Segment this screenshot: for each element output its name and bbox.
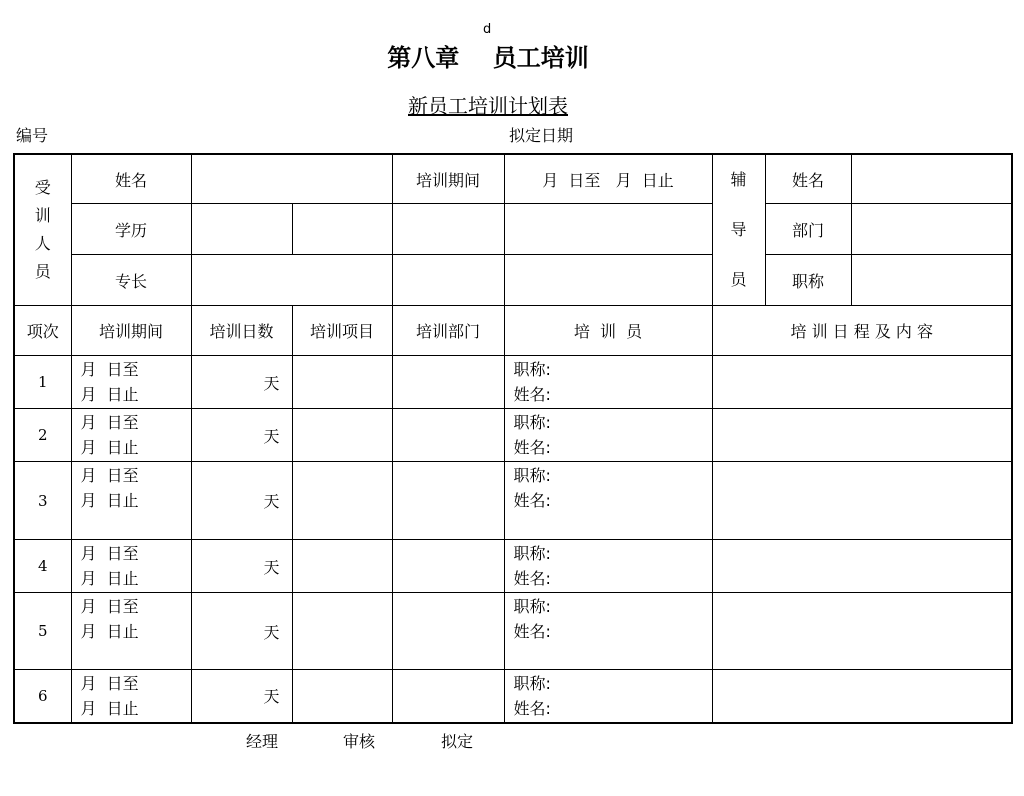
training-plan-table xyxy=(13,153,1013,724)
row-item[interactable] xyxy=(292,462,392,540)
col-header-schedule: 培 训 日 程 及 内 容 xyxy=(712,306,1012,356)
col-header-period: 培训期间 xyxy=(71,306,191,356)
row-item[interactable] xyxy=(292,356,392,409)
mentor-dept-field[interactable] xyxy=(851,204,1012,255)
mentor-dept-label: 部门 xyxy=(765,204,851,255)
table-title xyxy=(0,90,976,119)
col-header-item: 培训项目 xyxy=(292,306,392,356)
row-schedule[interactable] xyxy=(712,670,1012,723)
manager-signature-label: 经理 xyxy=(246,732,279,751)
row-period[interactable]: 月 日至 月 日止 xyxy=(71,540,191,593)
row-days[interactable]: 天 xyxy=(191,540,292,593)
row-trainer[interactable]: 职称: 姓名: xyxy=(504,356,712,409)
row-dept[interactable] xyxy=(392,670,504,723)
trainee-specialty-field[interactable] xyxy=(191,255,392,306)
mentor-title-label: 职称 xyxy=(765,255,851,306)
row-period[interactable]: 月 日至 月 日止 xyxy=(71,462,191,540)
row-dept[interactable] xyxy=(392,356,504,409)
mentor-group-label: 辅 导 员 xyxy=(712,154,765,306)
trainee-name-field[interactable] xyxy=(191,154,392,204)
trainee-education-label: 学历 xyxy=(71,204,191,255)
table-row xyxy=(14,356,1012,409)
review-signature-label: 审核 xyxy=(343,732,376,751)
row-number: 1 xyxy=(14,356,71,409)
col-header-dept: 培训部门 xyxy=(392,306,504,356)
row-schedule[interactable] xyxy=(712,356,1012,409)
row-dept[interactable] xyxy=(392,540,504,593)
trainee-name-label: 姓名 xyxy=(71,154,191,204)
trainee-group-label: 受 训 人 员 xyxy=(14,154,71,306)
mentor-name-field[interactable] xyxy=(851,154,1012,204)
row-schedule[interactable] xyxy=(712,540,1012,593)
row-schedule[interactable] xyxy=(712,462,1012,540)
serial-label: 编号 xyxy=(16,126,49,145)
row-days[interactable]: 天 xyxy=(191,593,292,670)
trainee-specialty-label: 专长 xyxy=(71,255,191,306)
row-item[interactable] xyxy=(292,670,392,723)
row-days[interactable]: 天 xyxy=(191,670,292,723)
row-item[interactable] xyxy=(292,409,392,462)
row-period[interactable]: 月 日至 月 日止 xyxy=(71,409,191,462)
row-number: 3 xyxy=(14,462,71,540)
row-trainer[interactable]: 职称: 姓名: xyxy=(504,409,712,462)
row-schedule[interactable] xyxy=(712,409,1012,462)
table-row xyxy=(14,670,1012,723)
table-title-text: 新员工培训计划表 xyxy=(408,94,568,118)
blank-cell[interactable] xyxy=(504,204,712,255)
row-dept[interactable] xyxy=(392,409,504,462)
row-trainer[interactable]: 职称: 姓名: xyxy=(504,462,712,540)
row-period[interactable]: 月 日至 月 日止 xyxy=(71,593,191,670)
col-header-no: 项次 xyxy=(14,306,71,356)
row-dept[interactable] xyxy=(392,462,504,540)
table-row xyxy=(14,540,1012,593)
col-header-trainer: 培 训 员 xyxy=(504,306,712,356)
date-label: 拟定日期 xyxy=(509,126,574,145)
col-header-days: 培训日数 xyxy=(191,306,292,356)
trainee-education-field[interactable] xyxy=(191,204,292,255)
row-trainer[interactable]: 职称: 姓名: xyxy=(504,540,712,593)
row-number: 4 xyxy=(14,540,71,593)
row-period[interactable]: 月 日至 月 日止 xyxy=(71,356,191,409)
table-row xyxy=(14,593,1012,670)
row-item[interactable] xyxy=(292,540,392,593)
table-row xyxy=(14,462,1012,540)
blank-cell[interactable] xyxy=(292,204,392,255)
trainee-period-label: 培训期间 xyxy=(392,154,504,204)
row-days[interactable]: 天 xyxy=(191,409,292,462)
row-number: 5 xyxy=(14,593,71,670)
blank-cell[interactable] xyxy=(392,204,504,255)
table-row xyxy=(14,409,1012,462)
trainee-period-value[interactable]: 月 日至 月 日止 xyxy=(504,154,712,204)
blank-cell[interactable] xyxy=(392,255,504,306)
mentor-name-label: 姓名 xyxy=(765,154,851,204)
mentor-title-field[interactable] xyxy=(851,255,1012,306)
row-trainer[interactable]: 职称: 姓名: xyxy=(504,670,712,723)
row-days[interactable]: 天 xyxy=(191,462,292,540)
stray-mark: d xyxy=(483,22,492,37)
row-item[interactable] xyxy=(292,593,392,670)
row-schedule[interactable] xyxy=(712,593,1012,670)
row-dept[interactable] xyxy=(392,593,504,670)
row-trainer[interactable]: 职称: 姓名: xyxy=(504,593,712,670)
row-days[interactable]: 天 xyxy=(191,356,292,409)
row-number: 6 xyxy=(14,670,71,723)
chapter-heading: 第八章 员工培训 xyxy=(387,44,589,72)
row-period[interactable]: 月 日至 月 日止 xyxy=(71,670,191,723)
row-number: 2 xyxy=(14,409,71,462)
blank-cell[interactable] xyxy=(504,255,712,306)
draft-signature-label: 拟定 xyxy=(441,732,474,751)
